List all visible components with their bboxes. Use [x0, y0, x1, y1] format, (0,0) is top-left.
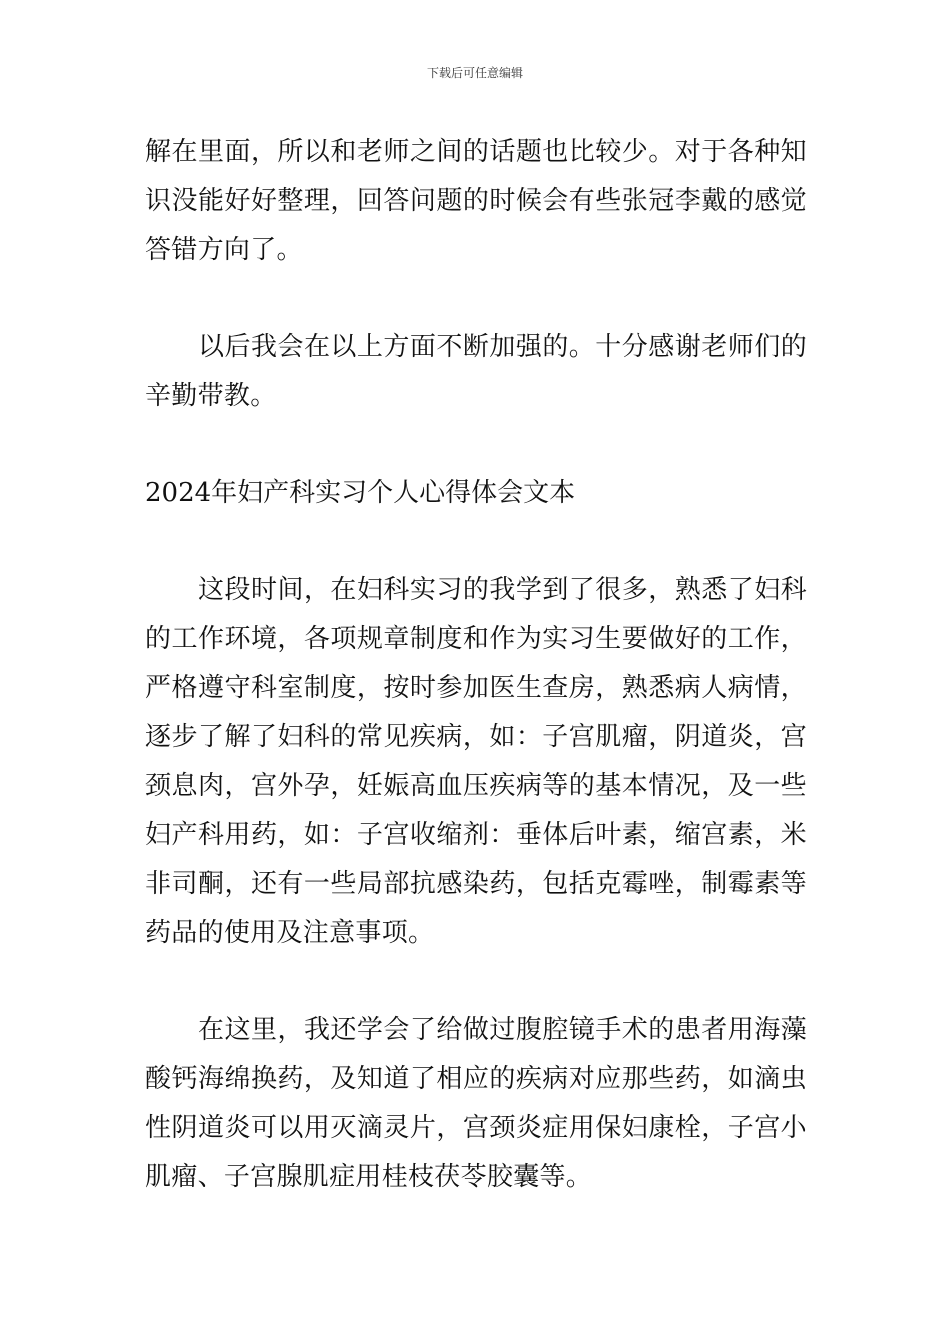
- paragraph-medication-learning: 在这里，我还学会了给做过腹腔镜手术的患者用海藻酸钙海绵换药，及知道了相应的疾病对应那些药，如滴虫性阴道炎可以用灭滴灵片，宫颈炎症用保妇康栓，子宫小肌瘤、子宫腺肌症用桂枝茯苓胶囊等。: [145, 1015, 807, 1192]
- page-header: 下载后可任意编辑: [426, 66, 523, 80]
- paragraph-internship-learning: 这段时间，在妇科实习的我学到了很多，熟悉了妇科的工作环境，各项规章制度和作为实习生要做好的工作，严格遵守科室制度，按时参加医生查房，熟悉病人病情，逐步了解了妇科的常见疾病，如：子宫肌瘤，阴道炎，宫颈息肉，宫外孕，妊娠高血压疾病等的基本情况，及一些妇产科用药，如：子宫收缩剂：垂体后叶素，缩宫素，米非司酮，还有一些局部抗感染药，包括克霉唑，制霉素等药品的使用及注意事项。: [145, 575, 807, 948]
- document-body: [145, 128, 807, 1202]
- paragraph-continuation: 解在里面，所以和老师之间的话题也比较少。对于各种知识没能好好整理，回答问题的时候会有些张冠李戴的感觉答错方向了。: [145, 137, 807, 265]
- paragraph-closing: 以后我会在以上方面不断加强的。十分感谢老师们的辛勤带教。: [145, 332, 807, 411]
- document-title: 2024年妇产科实习个人心得体会文本: [145, 478, 576, 508]
